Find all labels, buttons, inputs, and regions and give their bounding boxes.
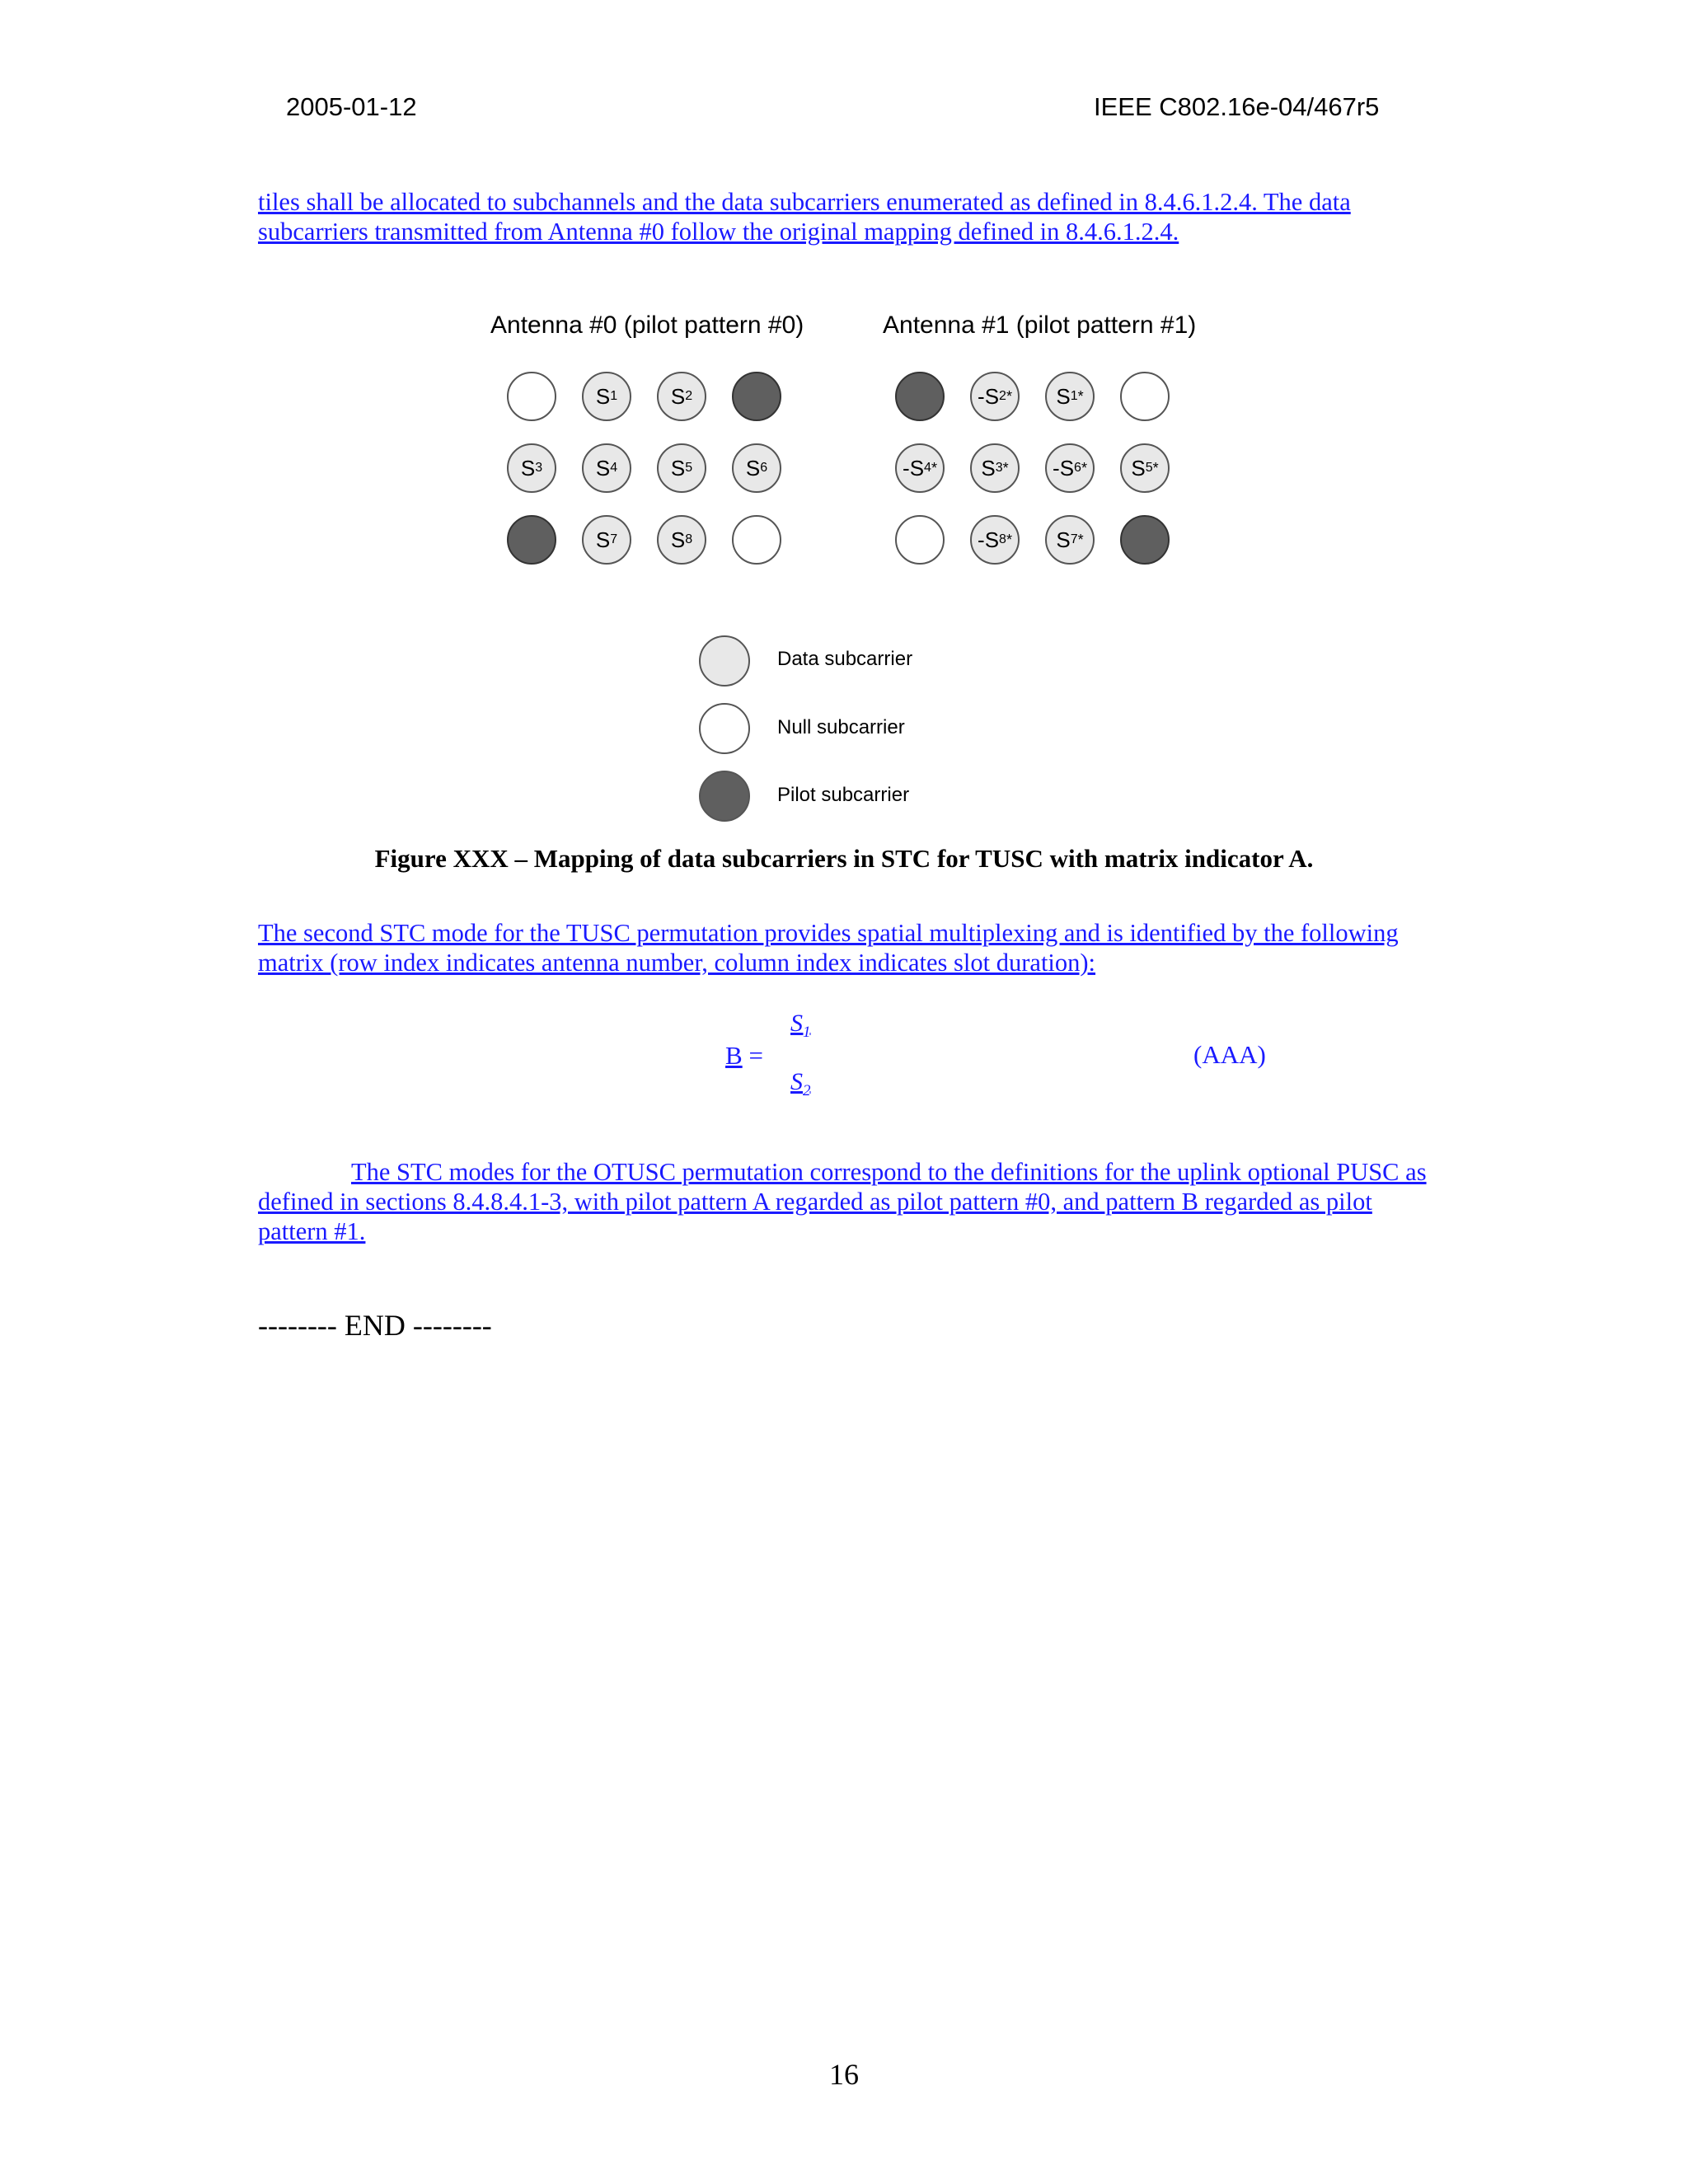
antenna0-data-subcarrier: S 2 [657,372,706,421]
legend-pilot-label: Pilot subcarrier [777,784,910,806]
antenna1-data-subcarrier: -S 8 * [970,515,1020,565]
antenna1-data-subcarrier: -S 2 * [970,372,1020,421]
paragraph-1: tiles shall be allocated to subchannels and the data subcarriers enumerated as defined in 8.4.6.1.2.4. The data subcarriers transmitted from Antenna #0 follow the original mapping defined in 8.4.6.1.2.4. [258,188,1351,246]
end-marker: -------- END -------- [258,1309,492,1342]
antenna0-data-subcarrier: S 8 [657,515,706,565]
antenna0-pilot-subcarrier [732,372,781,421]
matrix-row-1-subscript: 1 [803,1024,811,1041]
legend-pilot-swatch [699,771,750,822]
header-date: 2005-01-12 [286,92,417,121]
antenna1-data-subcarrier: S 3 * [970,443,1020,493]
paragraph-3-text: The STC modes for the OTUSC permutation correspond to the definitions for the uplink optional PUSC as defined in sections 8.4.8.4.1-3, with pilot pattern A regarded as pilot pattern #0, and pattern B regarded as pilot pattern #1. [258,1158,1427,1245]
antenna1-pilot-subcarrier [1120,515,1170,565]
matrix-row-2 [790,1068,811,1100]
antenna1-null-subcarrier [895,515,945,565]
page-number: 16 [829,2058,859,2091]
matrix-row-1 [790,1010,811,1042]
figure-caption: Figure XXX – Mapping of data subcarriers in STC for TUSC with matrix indicator A. [374,844,1314,873]
antenna0-pilot-subcarrier [507,515,556,565]
antenna0-data-subcarrier: S 7 [582,515,631,565]
antenna1-pilot-subcarrier [895,372,945,421]
antenna1-data-subcarrier: S 1 * [1045,372,1095,421]
antenna0-data-subcarrier: S 5 [657,443,706,493]
legend-null-swatch [699,703,750,754]
antenna1-data-subcarrier: S 5 * [1120,443,1170,493]
matrix-row-2-subscript: 2 [803,1082,811,1099]
antenna1-data-subcarrier: S 7 * [1045,515,1095,565]
antenna0-title: Antenna #0 (pilot pattern #0) [490,312,804,339]
antenna0-data-subcarrier: S 4 [582,443,631,493]
matrix-name: B [725,1041,743,1070]
antenna1-null-subcarrier [1120,372,1170,421]
antenna1-data-subcarrier: -S 6 * [1045,443,1095,493]
matrix-row-2-symbol: S [790,1068,803,1095]
legend-data-swatch [699,635,750,687]
legend-data-label: Data subcarrier [777,648,913,670]
legend-null-label: Null subcarrier [777,716,905,738]
antenna1-title: Antenna #1 (pilot pattern #1) [883,312,1197,339]
antenna1-data-subcarrier: -S 4 * [895,443,945,493]
antenna0-data-subcarrier: S 6 [732,443,781,493]
matrix-row-1-symbol: S [790,1010,803,1037]
equation-lhs [725,1041,763,1071]
antenna0-null-subcarrier [732,515,781,565]
equation-number: (AAA) [1193,1040,1266,1069]
header-doc-id: IEEE C802.16e-04/467r5 [1094,92,1380,121]
paragraph-3 [258,1157,1445,1246]
equals-sign: = [742,1041,763,1070]
antenna0-null-subcarrier [507,372,556,421]
antenna0-data-subcarrier: S 1 [582,372,631,421]
antenna0-data-subcarrier: S 3 [507,443,556,493]
paragraph-2: The second STC mode for the TUSC permutation provides spatial multiplexing and is identified by the following matrix (row index indicates antenna number, column index indicates slot duration): [258,919,1399,977]
